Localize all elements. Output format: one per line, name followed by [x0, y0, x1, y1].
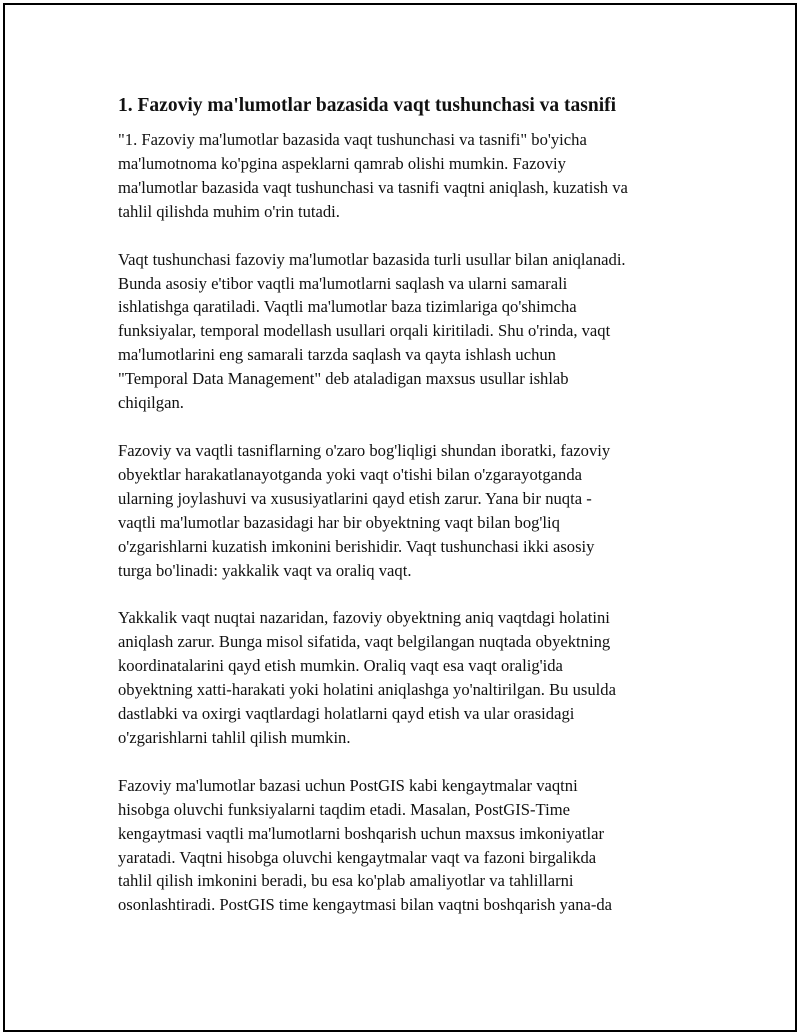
- text-line: obyektning xatti-harakati yoki holatini aniqlashga yo'naltirilgan. Bu usulda: [118, 680, 616, 700]
- text-line: "Temporal Data Management" deb ataladigan maxsus usullar ishlab: [118, 369, 569, 389]
- text-line: Vaqt tushunchasi fazoviy ma'lumotlar bazasida turli usullar bilan aniqlanadi.: [118, 249, 626, 269]
- text-line: aniqlash zarur. Bunga misol sifatida, vaqt belgilangan nuqtada obyektning: [118, 632, 611, 652]
- text-line: kengaytmasi vaqtli ma'lumotlarni boshqarish uchun maxsus imkoniyatlar: [118, 823, 604, 843]
- text-line: ma'lumotlar bazasida vaqt tushunchasi va tasnifi vaqtni aniqlash, kuzatish va: [118, 177, 628, 197]
- text-line: ma'lumotlarini eng samarali tarzda saqlash va qayta ishlash uchun: [118, 345, 556, 365]
- text-line: funksiyalar, temporal modellash usullari orqali kiritiladi. Shu o'rinda, vaqt: [118, 321, 611, 341]
- paragraph-1: [118, 128, 698, 224]
- document-body: [118, 93, 698, 941]
- text-line: Bunda asosiy e'tibor vaqtli ma'lumotlarni saqlash va ularni samarali: [118, 273, 568, 293]
- text-line: obyektlar harakatlanayotganda yoki vaqt o'tishi bilan o'zgarayotganda: [118, 464, 582, 484]
- text-line: hisobga oluvchi funksiyalarni taqdim etadi. Masalan, PostGIS-Time: [118, 799, 570, 819]
- text-line: koordinatalarini qayd etish mumkin. Oraliq vaqt esa vaqt oralig'ida: [118, 656, 563, 676]
- text-line: osonlashtiradi. PostGIS time kengaytmasi bilan vaqtni boshqarish yana-da: [118, 895, 613, 915]
- text-line: o'zgarishlarni kuzatish imkonini berishidir. Vaqt tushunchasi ikki asosiy: [118, 536, 595, 556]
- text-line: Fazoviy ma'lumotlar bazasi uchun PostGIS kabi kengaytmalar vaqtni: [118, 775, 578, 795]
- section-heading: 1. Fazoviy ma'lumotlar bazasida vaqt tushunchasi va tasnifi: [118, 95, 617, 116]
- text-line: Fazoviy va vaqtli tasniflarning o'zaro bog'liqligi shundan iboratki, fazoviy: [118, 440, 611, 460]
- text-line: ma'lumotnoma ko'pgina aspeklarni qamrab olishi mumkin. Fazoviy: [118, 153, 566, 173]
- text-line: chiqilgan.: [118, 393, 184, 413]
- text-line: Yakkalik vaqt nuqtai nazaridan, fazoviy obyektning aniq vaqtdagi holatini: [118, 608, 610, 628]
- text-line: turga bo'linadi: yakkalik vaqt va oraliq vaqt.: [118, 560, 412, 580]
- text-line: tahlil qilishda muhim o'rin tutadi.: [118, 201, 340, 221]
- text-line: o'zgarishlarni tahlil qilish mumkin.: [118, 727, 351, 747]
- paragraph-4: [118, 606, 698, 749]
- paragraph-3: [118, 439, 698, 582]
- text-line: ishlatishga qaratiladi. Vaqtli ma'lumotlar baza tizimlariga qo'shimcha: [118, 297, 577, 317]
- text-line: tahlil qilish imkonini beradi, bu esa ko'plab amaliyotlar va tahlillarni: [118, 871, 574, 891]
- paragraph-5: [118, 774, 698, 917]
- text-line: "1. Fazoviy ma'lumotlar bazasida vaqt tushunchasi va tasnifi" bo'yicha: [118, 130, 587, 149]
- text-line: vaqtli ma'lumotlar bazasidagi har bir obyektning vaqt bilan bog'liq: [118, 512, 560, 532]
- text-line: yaratadi. Vaqtni hisobga oluvchi kengaytmalar vaqt va fazoni birgalikda: [118, 847, 597, 867]
- text-line: ularning joylashuvi va xususiyatlarini qayd etish zarur. Yana bir nuqta -: [118, 488, 592, 508]
- paragraph-2: [118, 248, 698, 415]
- text-line: dastlabki va oxirgi vaqtlardagi holatlarni qayd etish va ular orasidagi: [118, 704, 575, 724]
